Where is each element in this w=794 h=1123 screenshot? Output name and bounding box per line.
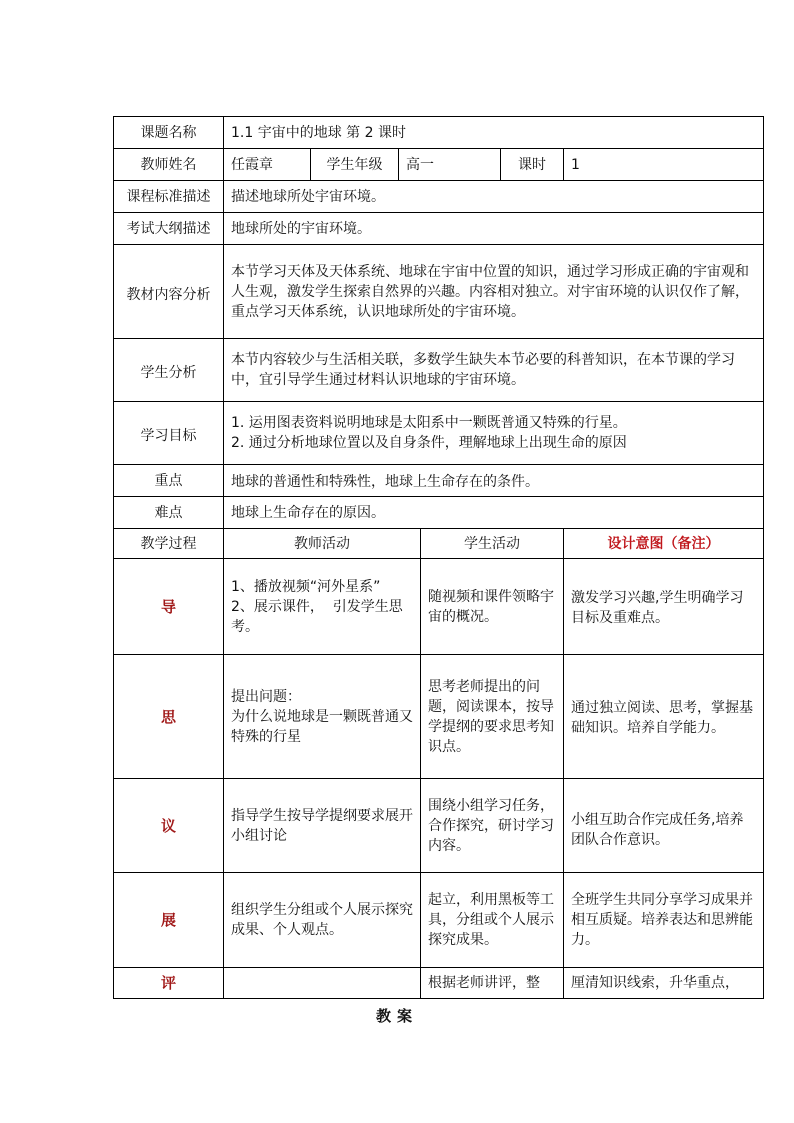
- process-header-teacher: 教师活动: [224, 529, 421, 559]
- stage-student-activity: 围绕小组学习任务，合作探究，研讨学习内容。: [421, 779, 564, 873]
- row-topic: [114, 117, 764, 149]
- goal-item-2: 2. 通过分析地球位置以及自身条件，理解地球上出现生命的原因: [231, 435, 627, 451]
- stage-row-si: [114, 655, 764, 779]
- stage-label: 导: [114, 559, 224, 655]
- stage-row-zhan: [114, 873, 764, 968]
- stage-teacher-activity: [224, 655, 421, 779]
- stage-student-activity: 随视频和课件领略宇宙的概况。: [421, 559, 564, 655]
- row-process-header: [114, 529, 764, 559]
- teacher-label: 教师姓名: [114, 149, 224, 181]
- period-label: 课时: [501, 149, 564, 181]
- process-header-intent: 设计意图（备注）: [564, 529, 764, 559]
- exam-value: 地球所处的宇宙环境。: [224, 213, 764, 245]
- stage-intent: 厘清知识线索，升华重点，: [564, 968, 764, 999]
- row-student: [114, 339, 764, 402]
- standard-label: 课程标准描述: [114, 181, 224, 213]
- stage-row-ping: [114, 968, 764, 999]
- row-material: [114, 245, 764, 339]
- row-standard: [114, 181, 764, 213]
- key-value: 地球的普通性和特殊性，地球上生命存在的条件。: [224, 465, 764, 497]
- material-value: 本节学习天体及天体系统、地球在宇宙中位置的知识，通过学习形成正确的宇宙观和人生观，激发学生探索自然界的兴趣。内容相对独立。对宇宙环境的认识仅作了解，重点学习天体系统，认识地球所处的宇宙环境。: [224, 245, 764, 339]
- stage-label: 思: [114, 655, 224, 779]
- row-key: [114, 465, 764, 497]
- exam-label: 考试大纲描述: [114, 213, 224, 245]
- topic-label: 课题名称: [114, 117, 224, 149]
- stage-student-activity: 根据老师讲评，整: [421, 968, 564, 999]
- stage-intent: 小组互助合作完成任务,培养团队合作意识。: [564, 779, 764, 873]
- stage-row-dao: [114, 559, 764, 655]
- stage-teacher-line: 提出问题：: [231, 688, 301, 705]
- student-label: 学生分析: [114, 339, 224, 402]
- stage-teacher-line: 1、播放视频“河外星系”: [231, 578, 381, 595]
- grade-label: 学生年级: [311, 149, 399, 181]
- stage-student-activity: 起立，利用黑板等工具，分组或个人展示探究成果。: [421, 873, 564, 968]
- stage-intent: 通过独立阅读、思考，掌握基础知识。培养自学能力。: [564, 655, 764, 779]
- standard-value: 描述地球所处宇宙环境。: [224, 181, 764, 213]
- process-header-student: 学生活动: [421, 529, 564, 559]
- stage-teacher-activity: 指导学生按导学提纲要求展开小组讨论: [224, 779, 421, 873]
- process-header-stage: 教学过程: [114, 529, 224, 559]
- stage-teacher-activity: [224, 968, 421, 999]
- row-difficult: [114, 497, 764, 529]
- student-value: 本节内容较少与生活相关联，多数学生缺失本节必要的科普知识，在本节课的学习中，宜引导学生通过材料认识地球的宇宙环境。: [224, 339, 764, 402]
- difficult-value: 地球上生命存在的原因。: [224, 497, 764, 529]
- row-exam: [114, 213, 764, 245]
- stage-teacher-line: 2、展示课件， 引发学生思考。: [231, 598, 403, 635]
- footer-title: 教案: [375, 1007, 418, 1025]
- goal-item-1: 1. 运用图表资料说明地球是太阳系中一颗既普通又特殊的行星。: [231, 415, 627, 431]
- material-label: 教材内容分析: [114, 245, 224, 339]
- goals-value: [224, 402, 764, 465]
- lesson-plan-table: [113, 116, 764, 999]
- stage-row-yi: [114, 779, 764, 873]
- grade-value: 高一: [399, 149, 501, 181]
- stage-label: 议: [114, 779, 224, 873]
- stage-student-activity: 思考老师提出的问题，阅读课本，按导学提纲的要求思考知识点。: [421, 655, 564, 779]
- row-goals: [114, 402, 764, 465]
- key-label: 重点: [114, 465, 224, 497]
- period-value: 1: [564, 149, 764, 181]
- teacher-value: 任霞章: [224, 149, 311, 181]
- row-teacher: [114, 149, 764, 181]
- goals-label: 学习目标: [114, 402, 224, 465]
- stage-teacher-activity: [224, 559, 421, 655]
- topic-value: 1.1 宇宙中的地球 第 2 课时: [224, 117, 764, 149]
- stage-teacher-line: 为什么说地球是一颗既普通又特殊的行星: [231, 708, 413, 745]
- stage-intent: 全班学生共同分享学习成果并相互质疑。培养表达和思辨能力。: [564, 873, 764, 968]
- stage-intent: 激发学习兴趣,学生明确学习目标及重难点。: [564, 559, 764, 655]
- stage-teacher-activity: 组织学生分组或个人展示探究成果、个人观点。: [224, 873, 421, 968]
- stage-label: 展: [114, 873, 224, 968]
- difficult-label: 难点: [114, 497, 224, 529]
- stage-label: 评: [114, 968, 224, 999]
